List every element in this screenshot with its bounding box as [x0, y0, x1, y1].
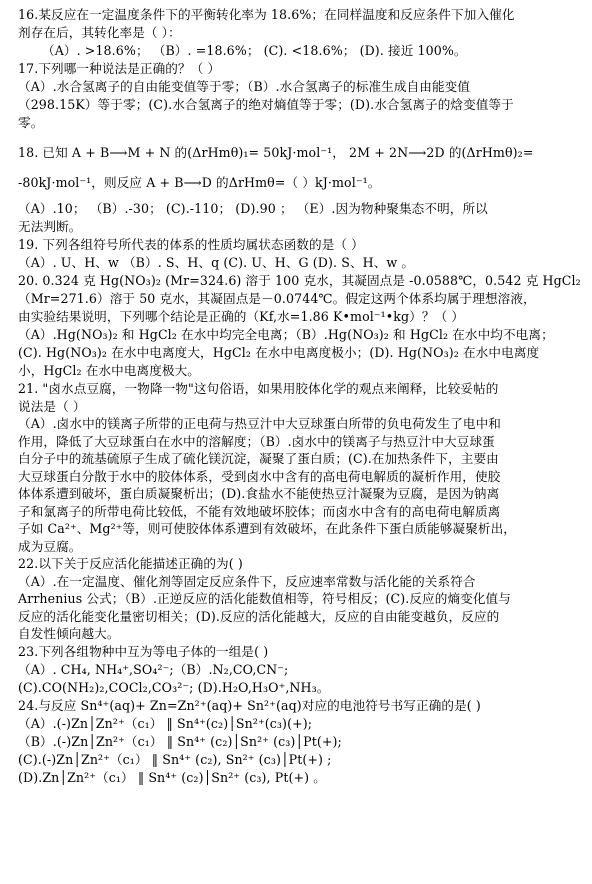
q21-line: 作用，降低了大豆球蛋白在水中的溶解度；（B）.卤水中的镁离子与热豆汁中大豆球蛋 — [18, 433, 495, 449]
question-23 — [18, 643, 578, 697]
q22-line: 22.以下关于反应活化能描述正确的为( ) — [18, 556, 243, 571]
q18-option-line: （A）.10； （B）.-30； (C).-110； (D).90 ； （E）.因为物种聚集态不明，所以 — [18, 201, 488, 216]
q18-option-line: 无法判断。 — [18, 219, 82, 234]
q17-option-line: （298.15K）等于零；(C).水合氢离子的绝对熵值等于零；(D).水合氢离子的焓变值等于 — [18, 97, 514, 112]
q20-line: 由实验结果说明，下列哪个结论是正确的（Kf,水=1.86 K•mol⁻¹•kg）？（ ） — [18, 309, 465, 324]
q21-line: 21. "卤水点豆腐，一物降一物"这句俗语，如果用胶体化学的观点来阐释，比较妥帖的 — [18, 381, 499, 396]
q20-line: (C). Hg(NO₃)₂ 在水中电离度大，HgCl₂ 在水中电离度极小；(D). Hg(NO₃)₂ 在水中电离度 — [18, 345, 540, 360]
q23-options: （A）. CH₄, NH₄⁺,SO₄²⁻;（B）.N₂,CO,CN⁻; — [18, 661, 289, 677]
q21-line: （A）.卤水中的镁离子所带的正电荷与热豆汁中大豆球蛋白所带的负电荷发生了电中和 — [18, 416, 501, 431]
q20-line: 20. 0.324 克 Hg(NO₃)₂ (Mr=324.6) 溶于 100 克水，其凝固点是 -0.0588℃，0.542 克 HgCl₂ — [18, 273, 581, 288]
q24-option-b: （B）.(-)Zn│Zn²⁺（c₁） ‖ Sn⁴⁺ (c₂)│Sn²⁺ (c₃)│Pt(+); — [18, 733, 342, 749]
q22-line: 自发性倾向越大。 — [18, 626, 120, 641]
q24-option-d: (D).Zn│Zn²⁺（c₁） ‖ Sn⁴⁺ (c₂)│Sn²⁺ (c₃), Pt(+) 。 — [18, 769, 326, 785]
q22-line: Arrhenius 公式；（B）.正逆反应的活化能数值相等，符号相反；(C).反应的熵变化值与 — [18, 591, 511, 606]
q16-stem-line: 16.某反应在一定温度条件下的平衡转化率为 18.6%；在同样温度和反应条件下加入催化 — [18, 7, 515, 22]
question-16 — [18, 6, 578, 60]
q22-line: 反应的活化能变化量密切相关；(D).反应的活化能越大，反应的自由能变越负，反应的 — [18, 608, 500, 624]
q24-option-c: (C).(-)Zn│Zn²⁺（c₁） ‖ Sn⁴⁺ (c₂), Sn²⁺ (c₃)│Pt(+) ; — [18, 751, 332, 767]
q17-option-line: （A）.水合氢离子的自由能变值等于零；（B）.水合氢离子的标准生成自由能变值 — [18, 79, 471, 94]
q17-stem: 17.下列哪一种说法是正确的？（ ） — [18, 61, 221, 76]
q21-line: 大豆球蛋白分散于水中的胶体体系，受到卤水中含有的高电荷电解质的凝析作用，使胶 — [18, 468, 501, 484]
q18-stem-line: -80kJ·mol⁻¹，则反应 A + B⟶D 的ΔrHmθ=（ ）kJ·mol⁻¹。 — [18, 175, 381, 190]
q21-line: 说法是（ ） — [18, 398, 86, 414]
q24-stem: 24.与反应 Sn⁴⁺(aq)+ Zn=Zn²⁺(aq)+ Sn²⁺(aq)对应的电池符号书写正确的是( ) — [18, 697, 481, 713]
q21-line: 子如 Ca²⁺、Mg²⁺等，则可使胶体体系遭到有效破坏，在此条件下蛋白质能够凝聚析出， — [18, 521, 516, 536]
question-20 — [18, 272, 581, 380]
q21-line: 白分子中的巯基硫原子生成了硫化镁沉淀，凝聚了蛋白质；(C).在加热条件下，主要由 — [18, 451, 499, 466]
q17-option-line: 零。 — [18, 115, 44, 130]
question-17 — [18, 60, 578, 132]
question-21 — [18, 380, 578, 555]
q24-option-a: （A）.(-)Zn│Zn²⁺（c₁） ‖ Sn⁴⁺(c₂)│Sn²⁺(c₃)(+); — [18, 715, 313, 731]
q23-stem: 23.下列各组物种中互为等电子体的一组是( ) — [18, 643, 269, 659]
question-18 — [18, 144, 578, 236]
question-24 — [18, 697, 578, 787]
q21-line: 子和氯离子的所带电荷比较低，不能有效地破坏胶体；而卤水中含有的高电荷电解质离 — [18, 503, 501, 519]
q16-options: （A）. >18.6%； （B）. =18.6%； (C). <18.6%； (D). 接近 100%。 — [42, 43, 467, 58]
q23-options: (C).CO(NH₂)₂,COCl₂,CO₃²⁻; (D).H₂O,H₃O⁺,NH₃。 — [18, 679, 330, 695]
q20-line: 小，HgCl₂ 在水中电离度极大。 — [18, 363, 200, 378]
question-22 — [18, 555, 578, 643]
q22-line: （A）.在一定温度、催化剂等固定反应条件下，反应速率常数与活化能的关系符合 — [18, 573, 476, 589]
q20-line: （A）.Hg(NO₃)₂ 和 HgCl₂ 在水中均完全电离；（B）.Hg(NO₃)₂ 和 HgCl₂ 在水中均不电离； — [18, 327, 554, 342]
q19-options: （A）. U、H、w （B）. S、H、q (C). U、H、G (D). S、H、w 。 — [18, 255, 415, 270]
q21-line: 成为豆腐。 — [18, 538, 82, 554]
q16-stem-line: 剂存在后，其转化率是（ ）： — [18, 25, 181, 40]
question-19 — [18, 236, 578, 272]
q21-line: 体体系遭到破坏，蛋白质凝聚析出；(D).食盐水不能使热豆汁凝聚为豆腐，是因为钠离 — [18, 486, 500, 501]
q19-stem: 19. 下列各组符号所代表的体系的性质均属状态函数的是（ ） — [18, 237, 364, 252]
q18-stem-line: 18. 已知 A + B⟶M + N 的(ΔrHmθ)₁= 50kJ·mol⁻¹， 2M + 2N⟶2D 的(ΔrHmθ)₂= — [18, 145, 534, 160]
q20-line: （Mr=271.6）溶于 50 克水，其凝固点是－0.0744℃。假定这两个体系均属于理想溶液， — [18, 291, 536, 306]
